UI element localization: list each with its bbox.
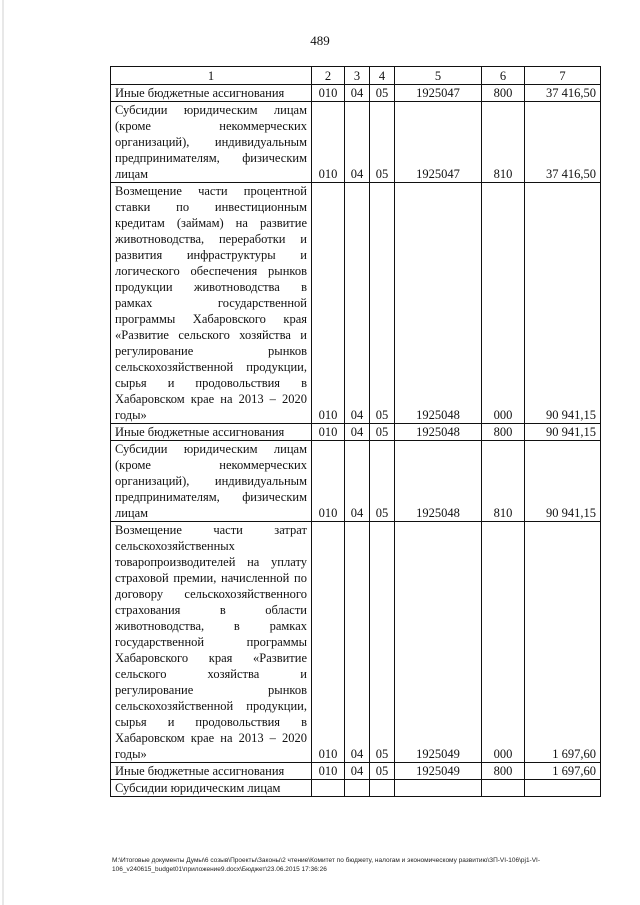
column-header-2: 2	[312, 67, 345, 85]
section-code: 04	[345, 763, 370, 780]
table-row	[111, 441, 601, 522]
subsection-code: 05	[370, 424, 395, 441]
section-code: 04	[345, 522, 370, 763]
column-header-7: 7	[525, 67, 601, 85]
subsection-code	[370, 780, 395, 797]
expense-type-code: 000	[482, 522, 525, 763]
table-row	[111, 424, 601, 441]
amount: 90 941,15	[525, 183, 601, 424]
expense-type-code: 000	[482, 183, 525, 424]
expense-type-code: 800	[482, 763, 525, 780]
expense-type-code: 800	[482, 424, 525, 441]
ministry-code: 010	[312, 522, 345, 763]
section-code: 04	[345, 85, 370, 102]
column-header-1: 1	[111, 67, 312, 85]
table-row	[111, 183, 601, 424]
file-path-footer: M:\Итоговые документы Думы\6 созыв\Проекты\Законы\2 чтение\Комитет по бюджету, налогам и экономическому развитию\ЗП-VI-106\pj1-VI-106_v240615_budget01\приложение9.docx\Бюджет\23.06.2015 17:36:26	[112, 857, 541, 873]
ministry-code: 010	[312, 102, 345, 183]
table-row	[111, 780, 601, 797]
target-article-code: 1925048	[395, 183, 482, 424]
amount: 1 697,60	[525, 763, 601, 780]
row-description: Возмещение части затрат сельскохозяйственных товаропроизводителей на уплату страховой премии, начисленной по договору сельскохозяйственного страхования в области животноводства, в рамках государственной программы Хабаровского края «Развитие сельского хозяйства и регулирование рынков сельскохозяйственной продукции, сырья и продовольствия в Хабаровском крае на 2013 – 2020 годы»	[111, 522, 312, 763]
ministry-code: 010	[312, 85, 345, 102]
amount: 90 941,15	[525, 441, 601, 522]
expense-type-code: 810	[482, 102, 525, 183]
subsection-code: 05	[370, 183, 395, 424]
row-description: Иные бюджетные ассигнования	[111, 424, 312, 441]
target-article-code: 1925049	[395, 763, 482, 780]
target-article-code	[395, 780, 482, 797]
amount: 1 697,60	[525, 522, 601, 763]
amount: 37 416,50	[525, 102, 601, 183]
section-code: 04	[345, 183, 370, 424]
amount	[525, 780, 601, 797]
expense-type-code: 810	[482, 441, 525, 522]
target-article-code: 1925047	[395, 102, 482, 183]
section-code: 04	[345, 424, 370, 441]
subsection-code: 05	[370, 441, 395, 522]
ministry-code: 010	[312, 763, 345, 780]
subsection-code: 05	[370, 102, 395, 183]
budget-table	[110, 66, 601, 797]
column-header-3: 3	[345, 67, 370, 85]
ministry-code: 010	[312, 441, 345, 522]
scan-edge	[2, 0, 4, 905]
row-description: Иные бюджетные ассигнования	[111, 85, 312, 102]
ministry-code: 010	[312, 183, 345, 424]
column-header-4: 4	[370, 67, 395, 85]
column-header-5: 5	[395, 67, 482, 85]
section-code	[345, 780, 370, 797]
row-description: Субсидии юридическим лицам (кроме некоммерческих организаций), индивидуальным предпринимателям, физическим лицам	[111, 102, 312, 183]
subsection-code: 05	[370, 85, 395, 102]
table-header-row	[111, 67, 601, 85]
target-article-code: 1925048	[395, 441, 482, 522]
row-description: Субсидии юридическим лицам (кроме некоммерческих организаций), индивидуальным предпринимателям, физическим лицам	[111, 441, 312, 522]
target-article-code: 1925048	[395, 424, 482, 441]
subsection-code: 05	[370, 763, 395, 780]
table-row	[111, 102, 601, 183]
row-description: Субсидии юридическим лицам	[111, 780, 312, 797]
amount: 37 416,50	[525, 85, 601, 102]
row-description: Возмещение части процентной ставки по инвестиционным кредитам (займам) на развитие животноводства, переработки и развития инфраструктуры и логического обеспечения рынков продукции животноводства в рамках государственной программы Хабаровского края «Развитие сельского хозяйства и регулирование рынков сельскохозяйственной продукции, сырья и продовольствия в Хабаровском крае на 2013 – 2020 годы»	[111, 183, 312, 424]
section-code: 04	[345, 441, 370, 522]
table-row	[111, 763, 601, 780]
page-number: 489	[310, 33, 330, 48]
amount: 90 941,15	[525, 424, 601, 441]
expense-type-code	[482, 780, 525, 797]
section-code: 04	[345, 102, 370, 183]
table-row	[111, 522, 601, 763]
table-row	[111, 85, 601, 102]
target-article-code: 1925047	[395, 85, 482, 102]
subsection-code: 05	[370, 522, 395, 763]
ministry-code	[312, 780, 345, 797]
row-description: Иные бюджетные ассигнования	[111, 763, 312, 780]
expense-type-code: 800	[482, 85, 525, 102]
target-article-code: 1925049	[395, 522, 482, 763]
column-header-6: 6	[482, 67, 525, 85]
ministry-code: 010	[312, 424, 345, 441]
